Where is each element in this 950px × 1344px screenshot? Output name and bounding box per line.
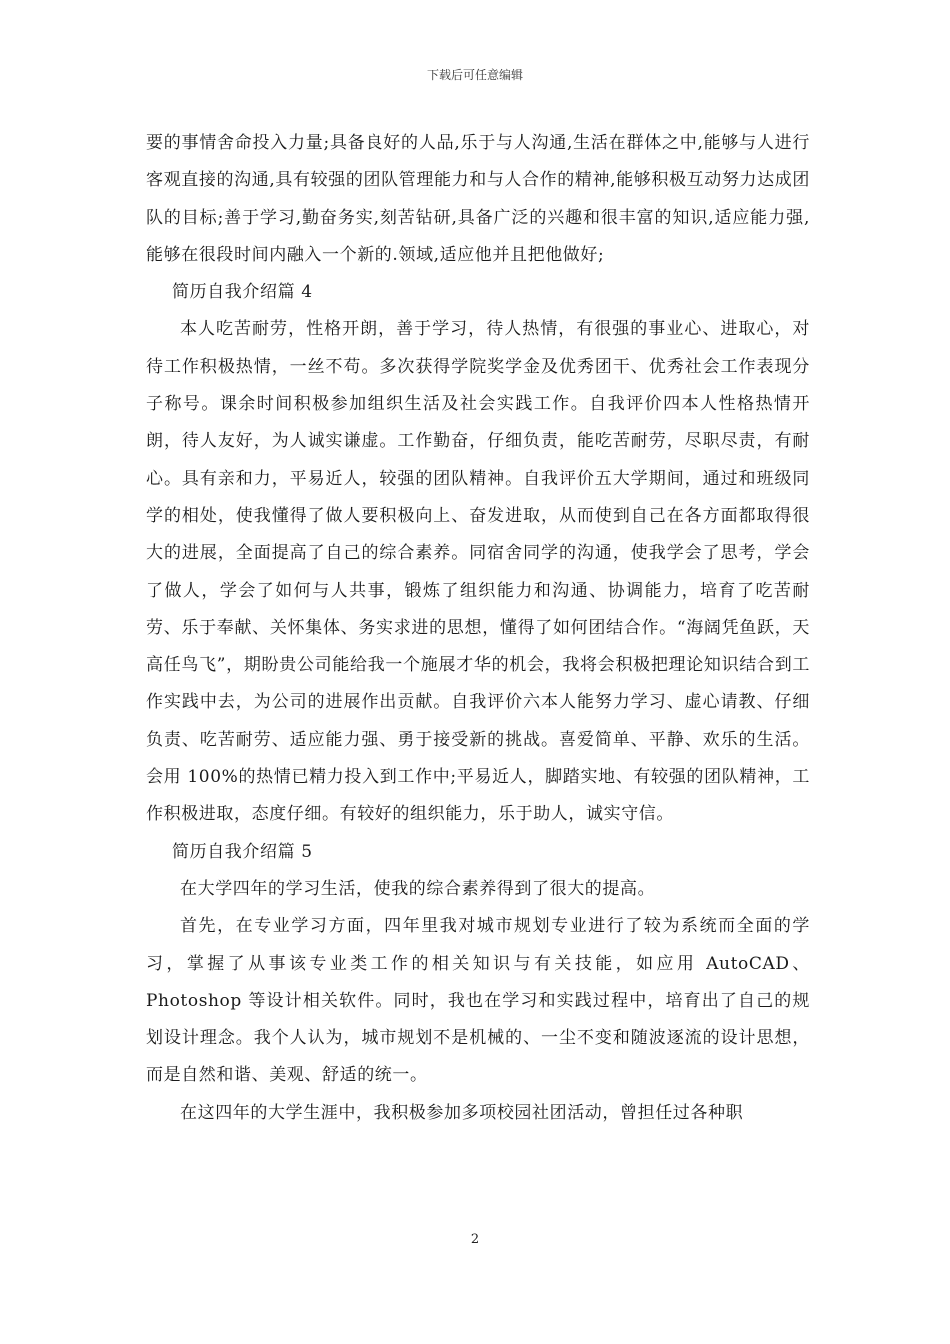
paragraph-professional-study: 首先，在专业学习方面，四年里我对城市规划专业进行了较为系统而全面的学习，掌握了从事该专业类工作的相关知识与有关技能，如应用 AutoCAD、Photoshop 等设计相关软件。同时，我也在学习和实践过程中，培育出了自己的规划设计理念。我个人认为，城市规划不是机械的、一尘不变和随波逐流的设计思想，而是自然和谐、美观、舒适的统一。 bbox=[146, 916, 810, 1086]
section-heading-5: 简历自我介绍篇 5 bbox=[172, 841, 313, 862]
paragraph-intro: 在大学四年的学习生活，使我的综合素养得到了很大的提高。 bbox=[180, 878, 656, 899]
paragraph-self-intro-4: 本人吃苦耐劳，性格开朗，善于学习，待人热情，有很强的事业心、进取心，对待工作积极热情，一丝不苟。多次获得学院奖学金及优秀团干、优秀社会工作表现分子称号。课余时间积极参加组织生活及社会实践工作。自我评价四本人性格热情开朗，待人友好，为人诚实谦虚。工作勤奋，仔细负责，能吃苦耐劳，尽职尽责，有耐心。具有亲和力，平易近人，较强的团队精神。自我评价五大学期间，通过和班级同学的相处，使我懂得了做人要积极向上、奋发进取，从而使到自己在各方面都取得很大的进展，全面提高了自己的综合素养。同宿舍同学的沟通，使我学会了思考，学会了做人，学会了如何与人共事，锻炼了组织能力和沟通、协调能力，培育了吃苦耐劳、乐于奉献、关怀集体、务实求进的思想，懂得了如何团结合作。“海阔凭鱼跃，天高任鸟飞”，期盼贵公司能给我一个施展才华的机会，我将会积极把理论知识结合到工作实践中去，为公司的进展作出贡献。自我评价六本人能努力学习、虚心请教、仔细负责、吃苦耐劳、适应能力强、勇于接受新的挑战。喜爱简单、平静、欢乐的生活。会用 100%的热情已精力投入到工作中;平易近人，脚踏实地、有较强的团队精神，工作积极进取，态度仔细。有较好的组织能力，乐于助人，诚实守信。 bbox=[146, 319, 810, 825]
page-number: 2 bbox=[470, 1232, 480, 1247]
paragraph-campus-activities: 在这四年的大学生涯中，我积极参加多项校园社团活动，曾担任过各种职 bbox=[180, 1102, 744, 1123]
section-heading-4: 简历自我介绍篇 4 bbox=[172, 282, 313, 303]
paragraph-continuation: 要的事情舍命投入力量;具备良好的人品,乐于与人沟通,生活在群体之中,能够与人进行客观直接的沟通,具有较强的团队管理能力和与人合作的精神,能够积极互动努力达成团队的目标;善于学习,勤奋务实,刻苦钻研,具备广泛的兴趣和很丰富的知识,适应能力强,能够在很段时间内融入一个新的.领域,适应他并且把他做好; bbox=[146, 133, 810, 265]
page-header-note: 下载后可任意编辑 bbox=[426, 68, 523, 82]
document-body bbox=[146, 125, 810, 1132]
